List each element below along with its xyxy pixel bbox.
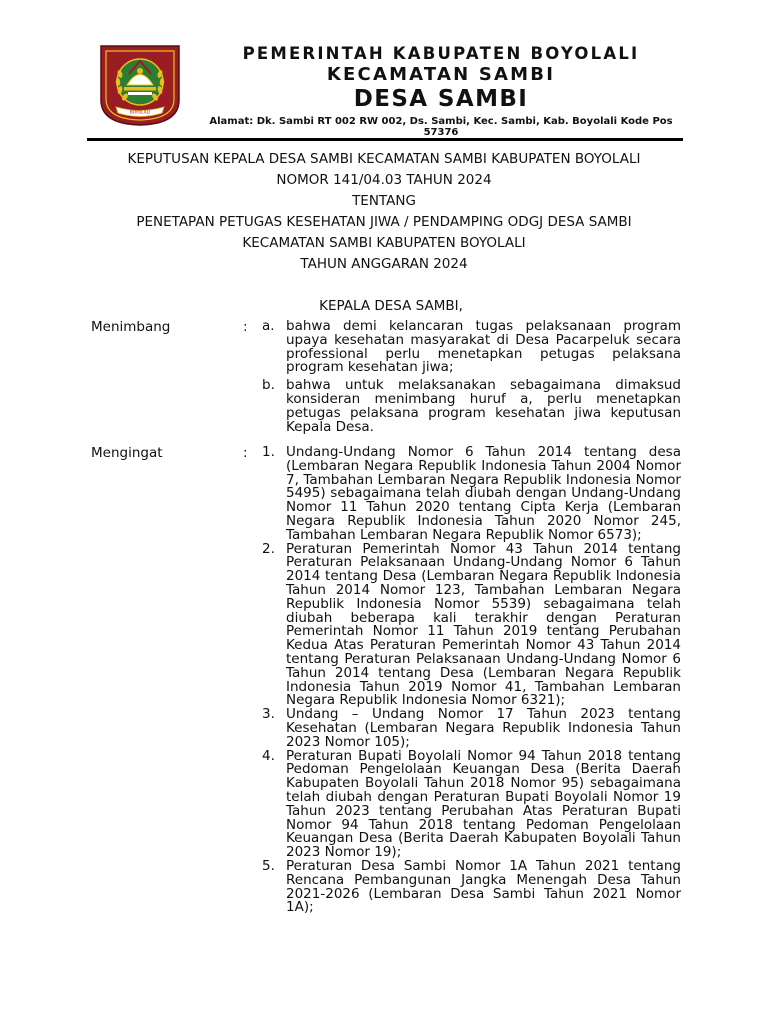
list-item [262,857,681,916]
list-marker: 4. [262,747,275,764]
list-item [262,747,681,861]
decree-subject-line1: PENETAPAN PETUGAS KESEHATAN JIWA / PENDAMPING ODGJ DESA SAMBI [136,214,632,230]
village-name: DESA SAMBI [353,86,529,112]
official-title: KEPALA DESA SAMBI, [319,298,463,314]
menimbang-list [262,320,681,434]
district-name: KECAMATAN SAMBI [326,64,556,85]
list-marker: a. [262,318,275,334]
list-item [262,446,681,543]
list-marker: 5. [262,857,275,874]
mengingat-colon: : [243,445,248,461]
letterhead [200,44,682,138]
list-item [262,320,681,375]
list-item-text: bahwa demi kelancaran tugas pelaksanaan program upaya kesehatan masyarakat di Desa Pacarpeluk secara professional perlu menetapkan petugas pelaksana program kesehatan jiwa; [286,318,681,376]
menimbang-colon: : [243,319,248,335]
mengingat-label: Mengingat [91,445,163,461]
list-item-text: Peraturan Pemerintah Nomor 43 Tahun 2014 tentang Peraturan Pelaksanaan Undang-Undang Nomor 6 Tahun 2014 tentang Desa (Lembaran Negara Republik Indonesia Tahun 2014 Nomor 123, Tambahan Lembaran Negara Republik Indonesia Nomor 5539) sebagaimana telah diubah beberapa kali terakhir dengan Peraturan Pemerintah Nomor 11 Tahun 2019 tentang Perubahan Kedua Atas Peraturan Pemerintah Nomor 43 Tahun 2014 tentang Peraturan Pelaksanaan Undang-Undang Nomor 6 Tahun 2014 tentang Desa (Lembaran Negara Republik Indonesia Tahun 2019 Nomor 41, Tambahan Lembaran Negara Republik Indonesia Nomor 6321); [286,540,681,709]
regency-name: PEMERINTAH KABUPATEN BOYOLALI [242,44,640,63]
list-marker: b. [262,377,275,394]
list-item [262,379,681,434]
list-item-text: Peraturan Desa Sambi Nomor 1A Tahun 2021 tentang Rencana Pembangunan Jangka Menengah Desa Tahun 2021-2026 (Lembaran Desa Sambi Tahun 2021 Nomor 1A); [286,857,681,916]
list-marker: 1. [262,444,275,460]
office-address: Alamat: Dk. Sambi RT 002 RW 002, Ds. Sambi, Kec. Sambi, Kab. Boyolali Kode Pos 57376 [209,116,673,138]
list-marker: 3. [262,706,275,723]
emblem-ribbon-text: BOYOLALI [129,109,151,115]
list-item [262,540,681,709]
menimbang-label: Menimbang [91,319,171,335]
list-marker: 2. [262,540,275,557]
boyolali-regency-emblem-icon [99,44,181,126]
list-item-text: Peraturan Bupati Boyolali Nomor 94 Tahun 2018 tentang Pedoman Pengelolaan Keuangan Desa (Berita Daerah Kabupaten Boyolali Tahun 2018 Nomor 95) sebagaimana telah diubah dengan Peraturan Bupati Boyolali Nomor 19 Tahun 2023 tentang Perubahan Atas Peraturan Bupati Nomor 94 Tahun 2018 tentang Pedoman Pengelolaan Keuangan Desa (Berita Daerah Kabupaten Boyolali Tahun 2023 Nomor 19); [286,747,681,861]
letterhead-divider [87,138,683,141]
list-item-text: Undang – Undang Nomor 17 Tahun 2023 tentang Kesehatan (Lembaran Negara Republik Indonesia Tahun 2023 Nomor 105); [286,706,681,750]
decree-number: NOMOR 141/04.03 TAHUN 2024 [276,172,492,188]
decree-title: KEPUTUSAN KEPALA DESA SAMBI KECAMATAN SAMBI KABUPATEN BOYOLALI [127,151,641,167]
mengingat-list [262,446,681,915]
decree-subject-line2: KECAMATAN SAMBI KABUPATEN BOYOLALI [242,235,526,251]
decree-year: TAHUN ANGGARAN 2024 [300,256,468,272]
decree-about: TENTANG [352,193,416,209]
list-item-text: bahwa untuk melaksanakan sebagaimana dimaksud konsideran menimbang huruf a, perlu menetapkan petugas pelaksana program kesehatan jiwa keputusan Kepala Desa. [286,377,681,435]
list-item [262,708,681,749]
list-item-text: Undang-Undang Nomor 6 Tahun 2014 tentang desa (Lembaran Negara Republik Indonesia Tahun 2004 Nomor 7, Tambahan Lembaran Negara Republik Indonesia Nomor 5495) sebagaimana telah diubah dengan Undang-Undang Nomor 11 Tahun 2020 tentang Cipta Kerja (Lembaran Negara Republik Indonesia Tahun 2020 Nomor 245, Tambahan Lembaran Negara Republik Nomor 6573); [286,444,681,543]
